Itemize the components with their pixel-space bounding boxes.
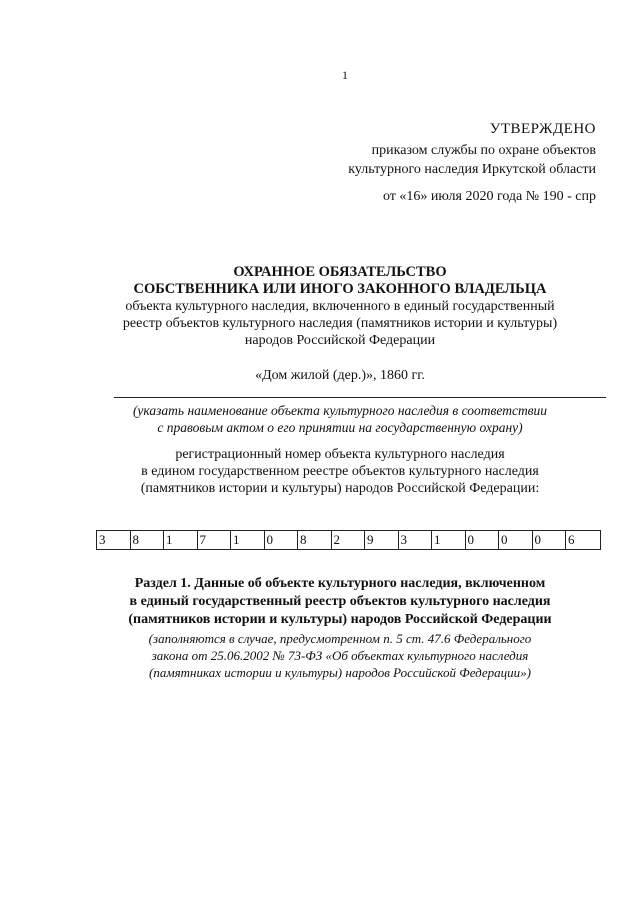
registration-digit: 1 [164, 531, 198, 549]
section-note [60, 630, 620, 681]
section-line-2: в единый государственный реестр объектов культурного наследия [129, 594, 551, 609]
registration-digit: 3 [97, 531, 131, 549]
registration-digit: 1 [432, 531, 466, 549]
title-line-1: ОХРАННОЕ ОБЯЗАТЕЛЬСТВО [233, 264, 447, 280]
registration-caption [60, 446, 620, 497]
registration-digit: 0 [533, 531, 567, 549]
section-note-line-1: (заполняются в случае, предусмотренном п. 5 ст. 47.6 Федерального [148, 631, 532, 646]
hint-line-1: (указать наименование объекта культурного наследия в соответствии [132, 403, 548, 418]
section-note-line-3: (памятниках истории и культуры) народов Российской Федерации») [148, 665, 531, 680]
registration-digit: 7 [198, 531, 232, 549]
registration-digit: 0 [265, 531, 299, 549]
registration-digit: 6 [568, 532, 575, 547]
registration-digit: 9 [365, 531, 399, 549]
registration-digit: 0 [499, 531, 533, 549]
registration-digit: 1 [231, 531, 265, 549]
object-name-hint [60, 402, 620, 436]
order-date: от «16» июля 2020 года № 190 - спр [382, 189, 596, 204]
approval-line-1: приказом службы по охране объектов [371, 143, 596, 158]
title-line-2: СОБСТВЕННИКА ИЛИ ИНОГО ЗАКОННОГО ВЛАДЕЛЬЦА [133, 281, 547, 297]
section-1-heading [60, 575, 620, 681]
registration-digit: 8 [298, 531, 332, 549]
registration-line-1: регистрационный номер объекта культурного наследия [175, 447, 505, 462]
approval-stamp [348, 120, 596, 206]
section-line-1: Раздел 1. Данные об объекте культурного наследия, включенном [134, 576, 546, 591]
registration-number-grid [96, 530, 601, 550]
hint-line-2: с правовым актом о его принятии на государственную охрану) [157, 420, 523, 435]
registration-digit: 0 [466, 531, 500, 549]
approved-label: УТВЕРЖДЕНО [489, 121, 596, 137]
object-name-underline [114, 397, 606, 398]
section-note-line-2: закона от 25.06.2002 № 73-ФЗ «Об объектах культурного наследия [151, 648, 529, 663]
document-title [60, 264, 620, 349]
approval-line-2: культурного наследия Иркутской области [348, 162, 596, 177]
registration-digit: 3 [399, 531, 433, 549]
registration-line-2: в едином государственном реестре объектов культурного наследия [141, 464, 539, 479]
page-number: 1 [342, 68, 348, 82]
title-line-5: народов Российской Федерации [244, 333, 436, 348]
registration-digit: 8 [131, 531, 165, 549]
object-name: «Дом жилой (дер.)», 1860 гг. [255, 368, 425, 383]
registration-line-3: (памятников истории и культуры) народов Российской Федерации: [140, 481, 540, 496]
section-line-3: (памятников истории и культуры) народов Российской Федерации [128, 612, 552, 627]
registration-digit: 2 [332, 531, 366, 549]
title-line-4: реестр объектов культурного наследия (памятников истории и культуры) [122, 316, 558, 331]
title-line-3: объекта культурного наследия, включенного в единый государственный [125, 299, 555, 314]
